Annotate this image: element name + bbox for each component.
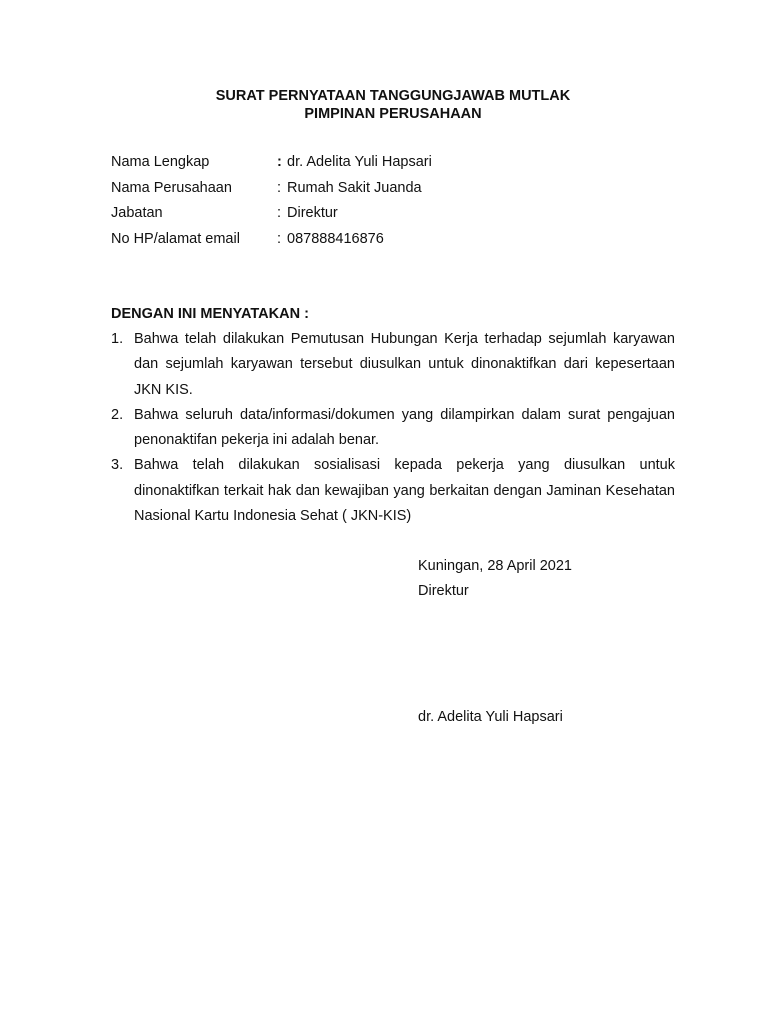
identity-label: No HP/alamat email xyxy=(111,230,240,247)
declaration-list xyxy=(111,327,675,529)
list-item-text: Bahwa seluruh data/informasi/dokumen yang dilampirkan dalam surat pengajuan penonaktifan pekerja ini adalah benar. xyxy=(134,406,675,449)
signature-place-date: Kuningan, 28 April 2021 xyxy=(418,558,572,574)
list-item-text: Bahwa telah dilakukan sosialisasi kepada pekerja yang diusulkan untuk dinonaktifkan terkait hak dan kewajiban yang berkaitan dengan Jaminan Kesehatan Nasional Kartu Indonesia Sehat ( JKN-KIS) xyxy=(134,457,675,525)
identity-colon: : xyxy=(277,205,282,221)
identity-value: Direktur xyxy=(287,205,338,221)
list-item-text: Bahwa telah dilakukan Pemutusan Hubungan Kerja terhadap sejumlah karyawan dan sejumlah karyawan tersebut diusulkan untuk dinonaktifkan dari kepesertaan JKN KIS. xyxy=(134,331,675,398)
document-title xyxy=(0,87,768,123)
identity-value: Rumah Sakit Juanda xyxy=(287,179,422,196)
title-line-1: SURAT PERNYATAAN TANGGUNGJAWAB MUTLAK xyxy=(215,88,571,104)
identity-colon: : xyxy=(277,230,282,247)
identity-colon: : xyxy=(277,179,282,196)
signature-name: dr. Adelita Yuli Hapsari xyxy=(418,709,563,725)
identity-label: Nama Perusahaan xyxy=(111,179,232,196)
identity-label: Nama Lengkap xyxy=(111,154,210,170)
identity-label: Jabatan xyxy=(111,205,163,221)
identity-value: dr. Adelita Yuli Hapsari xyxy=(287,154,432,170)
list-item-number: 2. xyxy=(111,406,124,423)
list-item xyxy=(111,403,675,454)
identity-value: 087888416876 xyxy=(287,230,384,247)
list-item-number: 3. xyxy=(111,457,124,474)
signature-position: Direktur xyxy=(418,583,469,599)
identity-colon: : xyxy=(277,154,282,170)
title-line-2: PIMPINAN PERUSAHAAN xyxy=(304,106,482,122)
declaration-heading: DENGAN INI MENYATAKAN : xyxy=(111,306,309,322)
list-item-number: 1. xyxy=(111,331,124,347)
list-item xyxy=(111,327,675,403)
list-item xyxy=(111,453,675,529)
